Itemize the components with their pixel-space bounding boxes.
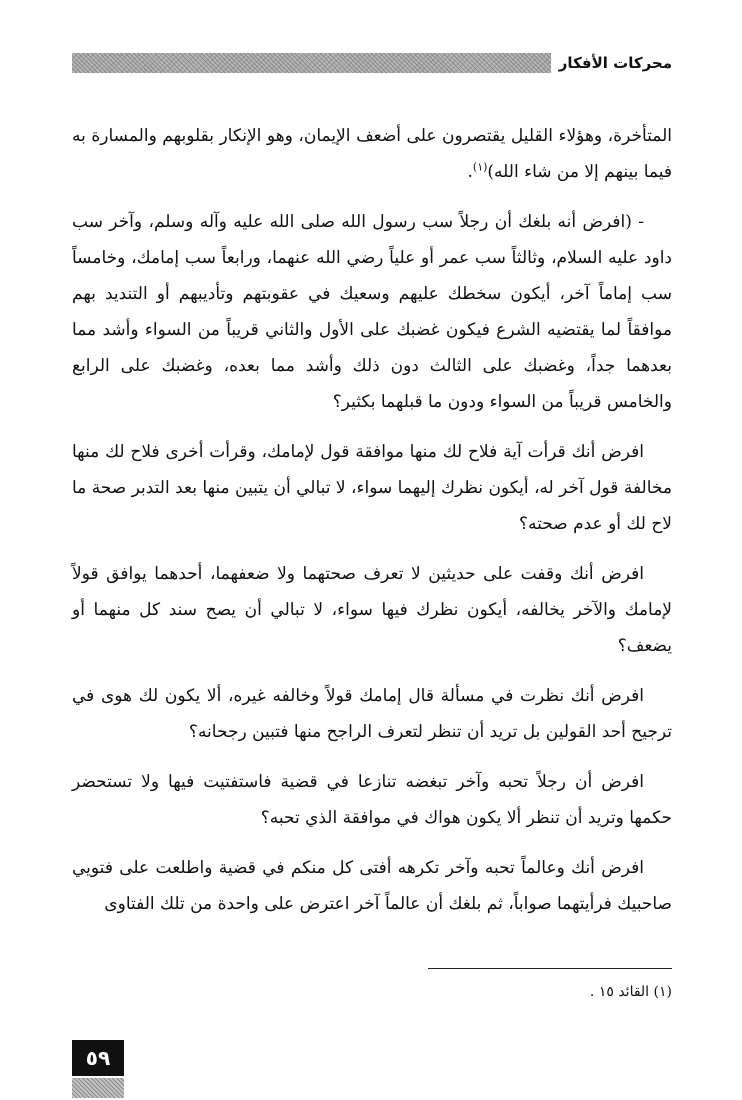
header-texture-bar bbox=[72, 53, 551, 73]
paragraph-1-text: المتأخرة، وهؤلاء القليل يقتصرون على أضعف الإيمان، وهو الإنكار بقلوبهم والمسارة به فيما بينهم إلا من شاء الله) bbox=[72, 126, 672, 182]
paragraph-1-end: . bbox=[467, 162, 473, 182]
paragraph-5: افرض أنك نظرت في مسألة قال إمامك قولاً وخالفه غيره، ألا يكون لك هوى في ترجيح أحد القولين بل تريد أن تنظر لتعرف الراجح منها فتبين رجحانه؟ bbox=[72, 686, 672, 742]
paragraph-4: افرض أنك وقفت على حديثين لا تعرف صحتهما ولا ضعفهما، أحدهما يوافق قولاً لإمامك والآخر يخالفه، أيكون نظرك فيها سواء، لا تبالي أن يصح سند كل منهما أو يضعف؟ bbox=[72, 564, 672, 656]
page-number-texture bbox=[72, 1078, 124, 1098]
page-number: ٥٩ bbox=[72, 1040, 124, 1076]
paragraph-1 bbox=[72, 118, 672, 190]
running-header bbox=[72, 48, 672, 78]
footnote: (١) القائد ١٥ . bbox=[589, 984, 672, 1000]
running-title: محركات الأفكار bbox=[558, 54, 672, 72]
paragraph-2: - (افرض أنه بلغك أن رجلاً سب رسول الله صلى الله عليه وآله وسلم، وآخر سب داود عليه السلام، وثالثاً سب عمر أو علياً رضي الله عنهما، ورابعاً سب إمامك، وخامساً سب إماماً آخر، أيكون سخطك عليهم وسعيك في عقوبتهم وتأديبهم أو التنديد بهم موافقاً لما يقتضيه الشرع فيكون غضبك على الأول والثاني قريباً من السواء وأشد مما بعدهما جداً، وغضبك على الثالث دون ذلك وأشد مما بعده، وغضبك على الرابع والخامس قريباً من السواء ودون ما قبلهما بكثير؟ bbox=[72, 212, 672, 412]
paragraph-6: افرض أن رجلاً تحبه وآخر تبغضه تنازعا في قضية فاستفتيت فيها ولا تستحضر حكمها وتريد أن تنظر ألا يكون هواك في موافقة الذي تحبه؟ bbox=[72, 772, 672, 828]
main-text bbox=[72, 118, 672, 922]
paragraph-7: افرض أنك وعالماً تحبه وآخر تكرهه أفتى كل منكم في قضية واطلعت على فتويي صاحبيك فرأيتهما صواباً، ثم بلغك أن عالماً آخر اعترض على واحدة من تلك الفتاوى bbox=[72, 858, 672, 914]
paragraph-3: افرض أنك قرأت آية فلاح لك منها موافقة قول لإمامك، وقرأت أخرى فلاح لك منها مخالفة قول آخر له، أيكون نظرك إليهما سواء، لا تبالي أن يتبين منها بعد التدبر صحة ما لاح لك أو عدم صحته؟ bbox=[72, 442, 672, 534]
footnote-divider bbox=[428, 968, 672, 969]
footnote-reference: (١) bbox=[472, 160, 488, 174]
